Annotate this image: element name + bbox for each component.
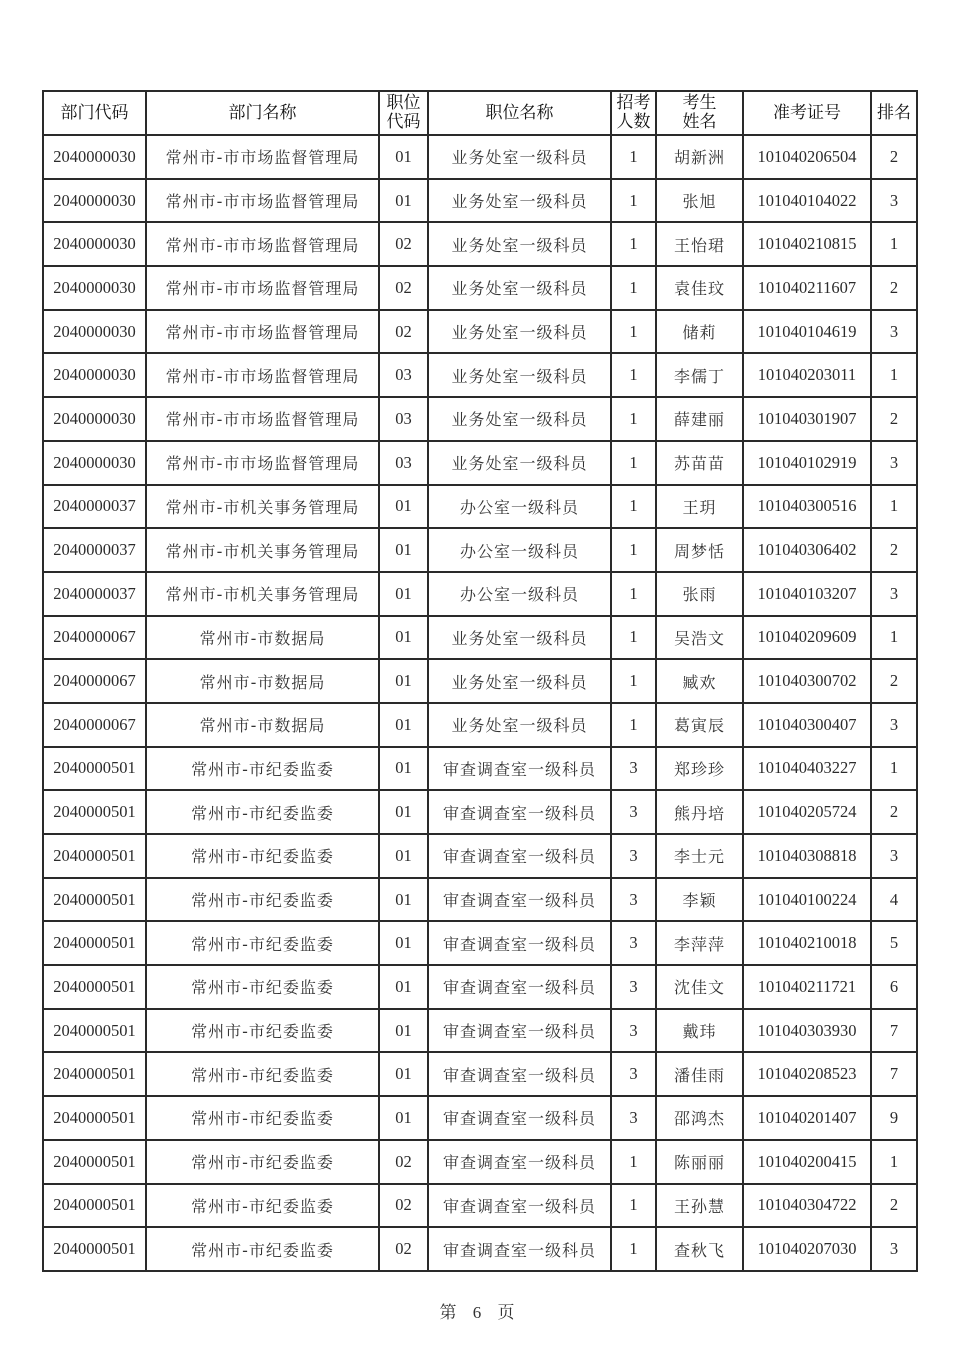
header-rank: 排名 <box>871 91 917 135</box>
cell-ticket-number: 101040104619 <box>743 310 871 354</box>
header-ticket-number: 准考证号 <box>743 91 871 135</box>
cell-candidate-name: 戴玮 <box>656 1009 743 1053</box>
cell-ticket-number: 101040303930 <box>743 1009 871 1053</box>
cell-rank: 2 <box>871 266 917 310</box>
cell-quota: 1 <box>611 659 656 703</box>
cell-candidate-name: 李颖 <box>656 878 743 922</box>
cell-dept-name: 常州市-市数据局 <box>146 703 379 747</box>
cell-candidate-name: 葛寅辰 <box>656 703 743 747</box>
header-row <box>43 91 917 135</box>
cell-quota: 1 <box>611 397 656 441</box>
cell-position-code: 01 <box>379 485 428 529</box>
cell-dept-code: 2040000067 <box>43 616 146 660</box>
cell-dept-code: 2040000037 <box>43 572 146 616</box>
cell-candidate-name: 张旭 <box>656 179 743 223</box>
cell-rank: 1 <box>871 1140 917 1184</box>
cell-rank: 3 <box>871 1227 917 1271</box>
cell-candidate-name: 袁佳玟 <box>656 266 743 310</box>
table-row <box>43 353 917 397</box>
cell-candidate-name: 李儒丁 <box>656 353 743 397</box>
cell-dept-code: 2040000501 <box>43 1052 146 1096</box>
table-row <box>43 834 917 878</box>
header-quota: 招考 人数 <box>611 91 656 135</box>
cell-rank: 7 <box>871 1052 917 1096</box>
cell-ticket-number: 101040210815 <box>743 222 871 266</box>
table-row <box>43 222 917 266</box>
cell-quota: 1 <box>611 572 656 616</box>
cell-dept-name: 常州市-市纪委监委 <box>146 1227 379 1271</box>
table-row <box>43 1052 917 1096</box>
cell-ticket-number: 101040211721 <box>743 965 871 1009</box>
table-row <box>43 135 917 179</box>
cell-position-code: 02 <box>379 1140 428 1184</box>
cell-dept-name: 常州市-市市场监督管理局 <box>146 441 379 485</box>
cell-quota: 1 <box>611 353 656 397</box>
table-row <box>43 921 917 965</box>
cell-position-name: 审查调查室一级科员 <box>428 790 611 834</box>
table-row <box>43 179 917 223</box>
cell-dept-name: 常州市-市市场监督管理局 <box>146 310 379 354</box>
cell-dept-code: 2040000030 <box>43 397 146 441</box>
cell-candidate-name: 王孙慧 <box>656 1184 743 1228</box>
cell-quota: 1 <box>611 222 656 266</box>
cell-position-name: 审查调查室一级科员 <box>428 878 611 922</box>
cell-position-code: 01 <box>379 747 428 791</box>
cell-position-name: 审查调查室一级科员 <box>428 1140 611 1184</box>
cell-quota: 1 <box>611 528 656 572</box>
cell-dept-code: 2040000030 <box>43 441 146 485</box>
cell-rank: 5 <box>871 921 917 965</box>
header-dept-name: 部门名称 <box>146 91 379 135</box>
table-row <box>43 1009 917 1053</box>
cell-quota: 3 <box>611 790 656 834</box>
cell-ticket-number: 101040206504 <box>743 135 871 179</box>
cell-dept-name: 常州市-市机关事务管理局 <box>146 485 379 529</box>
cell-position-code: 01 <box>379 1096 428 1140</box>
cell-position-code: 01 <box>379 528 428 572</box>
cell-position-name: 审查调查室一级科员 <box>428 965 611 1009</box>
cell-candidate-name: 张雨 <box>656 572 743 616</box>
cell-position-name: 业务处室一级科员 <box>428 135 611 179</box>
cell-dept-name: 常州市-市纪委监委 <box>146 1096 379 1140</box>
cell-position-code: 03 <box>379 441 428 485</box>
cell-ticket-number: 101040207030 <box>743 1227 871 1271</box>
table-row <box>43 747 917 791</box>
cell-position-code: 02 <box>379 222 428 266</box>
cell-position-name: 业务处室一级科员 <box>428 397 611 441</box>
results-table <box>42 90 918 1272</box>
cell-dept-code: 2040000501 <box>43 1184 146 1228</box>
cell-dept-name: 常州市-市纪委监委 <box>146 878 379 922</box>
cell-dept-name: 常州市-市市场监督管理局 <box>146 222 379 266</box>
cell-dept-name: 常州市-市纪委监委 <box>146 921 379 965</box>
cell-position-code: 03 <box>379 353 428 397</box>
table-row <box>43 703 917 747</box>
cell-dept-code: 2040000501 <box>43 965 146 1009</box>
table-row <box>43 441 917 485</box>
cell-ticket-number: 101040211607 <box>743 266 871 310</box>
cell-position-name: 业务处室一级科员 <box>428 310 611 354</box>
table-row <box>43 1184 917 1228</box>
cell-candidate-name: 王玥 <box>656 485 743 529</box>
cell-ticket-number: 101040300407 <box>743 703 871 747</box>
cell-ticket-number: 101040103207 <box>743 572 871 616</box>
table-row <box>43 965 917 1009</box>
cell-position-name: 办公室一级科员 <box>428 572 611 616</box>
cell-dept-name: 常州市-市纪委监委 <box>146 965 379 1009</box>
cell-position-name: 审查调查室一级科员 <box>428 921 611 965</box>
cell-position-name: 办公室一级科员 <box>428 485 611 529</box>
cell-position-name: 业务处室一级科员 <box>428 179 611 223</box>
cell-dept-name: 常州市-市纪委监委 <box>146 1052 379 1096</box>
cell-quota: 1 <box>611 1184 656 1228</box>
cell-position-name: 审查调查室一级科员 <box>428 834 611 878</box>
cell-ticket-number: 101040203011 <box>743 353 871 397</box>
cell-rank: 7 <box>871 1009 917 1053</box>
cell-dept-name: 常州市-市市场监督管理局 <box>146 397 379 441</box>
cell-position-name: 业务处室一级科员 <box>428 659 611 703</box>
cell-position-name: 审查调查室一级科员 <box>428 747 611 791</box>
cell-quota: 3 <box>611 747 656 791</box>
cell-ticket-number: 101040200415 <box>743 1140 871 1184</box>
cell-rank: 2 <box>871 659 917 703</box>
cell-dept-code: 2040000501 <box>43 790 146 834</box>
cell-dept-code: 2040000030 <box>43 135 146 179</box>
cell-dept-name: 常州市-市市场监督管理局 <box>146 353 379 397</box>
cell-dept-name: 常州市-市机关事务管理局 <box>146 528 379 572</box>
cell-rank: 2 <box>871 790 917 834</box>
cell-ticket-number: 101040201407 <box>743 1096 871 1140</box>
cell-dept-name: 常州市-市市场监督管理局 <box>146 266 379 310</box>
cell-position-code: 01 <box>379 659 428 703</box>
cell-position-code: 01 <box>379 878 428 922</box>
cell-position-code: 01 <box>379 790 428 834</box>
cell-position-name: 审查调查室一级科员 <box>428 1052 611 1096</box>
cell-ticket-number: 101040308818 <box>743 834 871 878</box>
cell-dept-name: 常州市-市机关事务管理局 <box>146 572 379 616</box>
cell-position-code: 01 <box>379 921 428 965</box>
cell-dept-code: 2040000501 <box>43 834 146 878</box>
cell-dept-code: 2040000037 <box>43 528 146 572</box>
header-position-code: 职位 代码 <box>379 91 428 135</box>
cell-ticket-number: 101040102919 <box>743 441 871 485</box>
page-number: 第 6 页 <box>439 1303 521 1322</box>
cell-rank: 1 <box>871 485 917 529</box>
cell-quota: 1 <box>611 179 656 223</box>
cell-rank: 2 <box>871 397 917 441</box>
cell-quota: 1 <box>611 310 656 354</box>
table-row <box>43 266 917 310</box>
cell-ticket-number: 101040205724 <box>743 790 871 834</box>
cell-position-name: 业务处室一级科员 <box>428 222 611 266</box>
cell-candidate-name: 陈丽丽 <box>656 1140 743 1184</box>
table-body <box>43 135 917 1271</box>
cell-dept-code: 2040000030 <box>43 179 146 223</box>
cell-position-name: 业务处室一级科员 <box>428 266 611 310</box>
cell-position-code: 01 <box>379 965 428 1009</box>
cell-rank: 1 <box>871 616 917 660</box>
cell-position-code: 01 <box>379 179 428 223</box>
cell-position-name: 审查调查室一级科员 <box>428 1009 611 1053</box>
cell-position-code: 01 <box>379 703 428 747</box>
cell-candidate-name: 吴浩文 <box>656 616 743 660</box>
cell-ticket-number: 101040209609 <box>743 616 871 660</box>
cell-position-code: 02 <box>379 1227 428 1271</box>
cell-position-code: 01 <box>379 616 428 660</box>
cell-candidate-name: 薛建丽 <box>656 397 743 441</box>
cell-dept-name: 常州市-市市场监督管理局 <box>146 179 379 223</box>
cell-candidate-name: 臧欢 <box>656 659 743 703</box>
table-row <box>43 616 917 660</box>
cell-position-name: 业务处室一级科员 <box>428 703 611 747</box>
cell-position-name: 业务处室一级科员 <box>428 616 611 660</box>
table-row <box>43 790 917 834</box>
cell-quota: 3 <box>611 921 656 965</box>
cell-rank: 3 <box>871 834 917 878</box>
cell-position-code: 01 <box>379 572 428 616</box>
table-row <box>43 878 917 922</box>
cell-rank: 3 <box>871 441 917 485</box>
cell-quota: 3 <box>611 878 656 922</box>
cell-position-name: 审查调查室一级科员 <box>428 1184 611 1228</box>
cell-candidate-name: 苏苗苗 <box>656 441 743 485</box>
cell-ticket-number: 101040100224 <box>743 878 871 922</box>
cell-position-code: 02 <box>379 310 428 354</box>
cell-rank: 3 <box>871 179 917 223</box>
cell-dept-code: 2040000501 <box>43 1009 146 1053</box>
cell-rank: 2 <box>871 1184 917 1228</box>
cell-dept-name: 常州市-市纪委监委 <box>146 1009 379 1053</box>
table-row <box>43 310 917 354</box>
cell-rank: 1 <box>871 747 917 791</box>
cell-quota: 1 <box>611 266 656 310</box>
table-row <box>43 1140 917 1184</box>
cell-rank: 3 <box>871 310 917 354</box>
cell-rank: 3 <box>871 703 917 747</box>
cell-dept-code: 2040000501 <box>43 878 146 922</box>
cell-position-code: 01 <box>379 834 428 878</box>
cell-dept-code: 2040000030 <box>43 266 146 310</box>
cell-quota: 3 <box>611 834 656 878</box>
cell-quota: 1 <box>611 485 656 529</box>
header-position-name: 职位名称 <box>428 91 611 135</box>
cell-ticket-number: 101040210018 <box>743 921 871 965</box>
cell-position-name: 办公室一级科员 <box>428 528 611 572</box>
header-dept-code: 部门代码 <box>43 91 146 135</box>
cell-dept-name: 常州市-市纪委监委 <box>146 834 379 878</box>
cell-rank: 1 <box>871 222 917 266</box>
cell-candidate-name: 郑珍珍 <box>656 747 743 791</box>
cell-candidate-name: 潘佳雨 <box>656 1052 743 1096</box>
cell-rank: 9 <box>871 1096 917 1140</box>
cell-ticket-number: 101040304722 <box>743 1184 871 1228</box>
cell-candidate-name: 查秋飞 <box>656 1227 743 1271</box>
cell-ticket-number: 101040306402 <box>743 528 871 572</box>
cell-position-code: 03 <box>379 397 428 441</box>
cell-rank: 1 <box>871 353 917 397</box>
cell-rank: 2 <box>871 528 917 572</box>
cell-candidate-name: 李萍萍 <box>656 921 743 965</box>
cell-candidate-name: 储莉 <box>656 310 743 354</box>
cell-ticket-number: 101040104022 <box>743 179 871 223</box>
cell-quota: 1 <box>611 1140 656 1184</box>
cell-dept-name: 常州市-市纪委监委 <box>146 747 379 791</box>
cell-quota: 3 <box>611 1009 656 1053</box>
cell-quota: 1 <box>611 616 656 660</box>
cell-dept-code: 2040000030 <box>43 310 146 354</box>
table-row <box>43 572 917 616</box>
cell-candidate-name: 沈佳文 <box>656 965 743 1009</box>
cell-rank: 2 <box>871 135 917 179</box>
cell-dept-code: 2040000501 <box>43 921 146 965</box>
header-candidate-name: 考生 姓名 <box>656 91 743 135</box>
table-row <box>43 1227 917 1271</box>
cell-position-name: 审查调查室一级科员 <box>428 1227 611 1271</box>
cell-quota: 1 <box>611 703 656 747</box>
cell-dept-code: 2040000501 <box>43 747 146 791</box>
cell-dept-code: 2040000501 <box>43 1227 146 1271</box>
cell-quota: 1 <box>611 441 656 485</box>
table-row <box>43 528 917 572</box>
table-row <box>43 659 917 703</box>
cell-dept-name: 常州市-市纪委监委 <box>146 790 379 834</box>
cell-rank: 4 <box>871 878 917 922</box>
cell-dept-name: 常州市-市数据局 <box>146 616 379 660</box>
cell-candidate-name: 周梦恬 <box>656 528 743 572</box>
cell-dept-name: 常州市-市纪委监委 <box>146 1184 379 1228</box>
cell-dept-code: 2040000501 <box>43 1096 146 1140</box>
cell-dept-code: 2040000501 <box>43 1140 146 1184</box>
cell-dept-code: 2040000067 <box>43 659 146 703</box>
cell-position-code: 01 <box>379 1009 428 1053</box>
cell-rank: 3 <box>871 572 917 616</box>
cell-ticket-number: 101040300516 <box>743 485 871 529</box>
cell-candidate-name: 熊丹培 <box>656 790 743 834</box>
cell-dept-name: 常州市-市市场监督管理局 <box>146 135 379 179</box>
table-row <box>43 485 917 529</box>
cell-position-name: 审查调查室一级科员 <box>428 1096 611 1140</box>
cell-position-name: 业务处室一级科员 <box>428 441 611 485</box>
cell-quota: 1 <box>611 1227 656 1271</box>
cell-candidate-name: 邵鸿杰 <box>656 1096 743 1140</box>
cell-dept-name: 常州市-市数据局 <box>146 659 379 703</box>
cell-position-code: 02 <box>379 266 428 310</box>
cell-quota: 3 <box>611 1096 656 1140</box>
cell-candidate-name: 王怡珺 <box>656 222 743 266</box>
cell-dept-code: 2040000037 <box>43 485 146 529</box>
table-row <box>43 397 917 441</box>
cell-dept-code: 2040000030 <box>43 222 146 266</box>
cell-quota: 1 <box>611 135 656 179</box>
cell-candidate-name: 胡新洲 <box>656 135 743 179</box>
cell-quota: 3 <box>611 1052 656 1096</box>
cell-position-code: 01 <box>379 135 428 179</box>
cell-dept-code: 2040000067 <box>43 703 146 747</box>
cell-rank: 6 <box>871 965 917 1009</box>
cell-position-code: 01 <box>379 1052 428 1096</box>
table-row <box>43 1096 917 1140</box>
cell-position-name: 业务处室一级科员 <box>428 353 611 397</box>
cell-ticket-number: 101040300702 <box>743 659 871 703</box>
cell-ticket-number: 101040208523 <box>743 1052 871 1096</box>
cell-dept-code: 2040000030 <box>43 353 146 397</box>
cell-position-code: 02 <box>379 1184 428 1228</box>
cell-ticket-number: 101040403227 <box>743 747 871 791</box>
cell-candidate-name: 李士元 <box>656 834 743 878</box>
cell-quota: 3 <box>611 965 656 1009</box>
cell-ticket-number: 101040301907 <box>743 397 871 441</box>
cell-dept-name: 常州市-市纪委监委 <box>146 1140 379 1184</box>
